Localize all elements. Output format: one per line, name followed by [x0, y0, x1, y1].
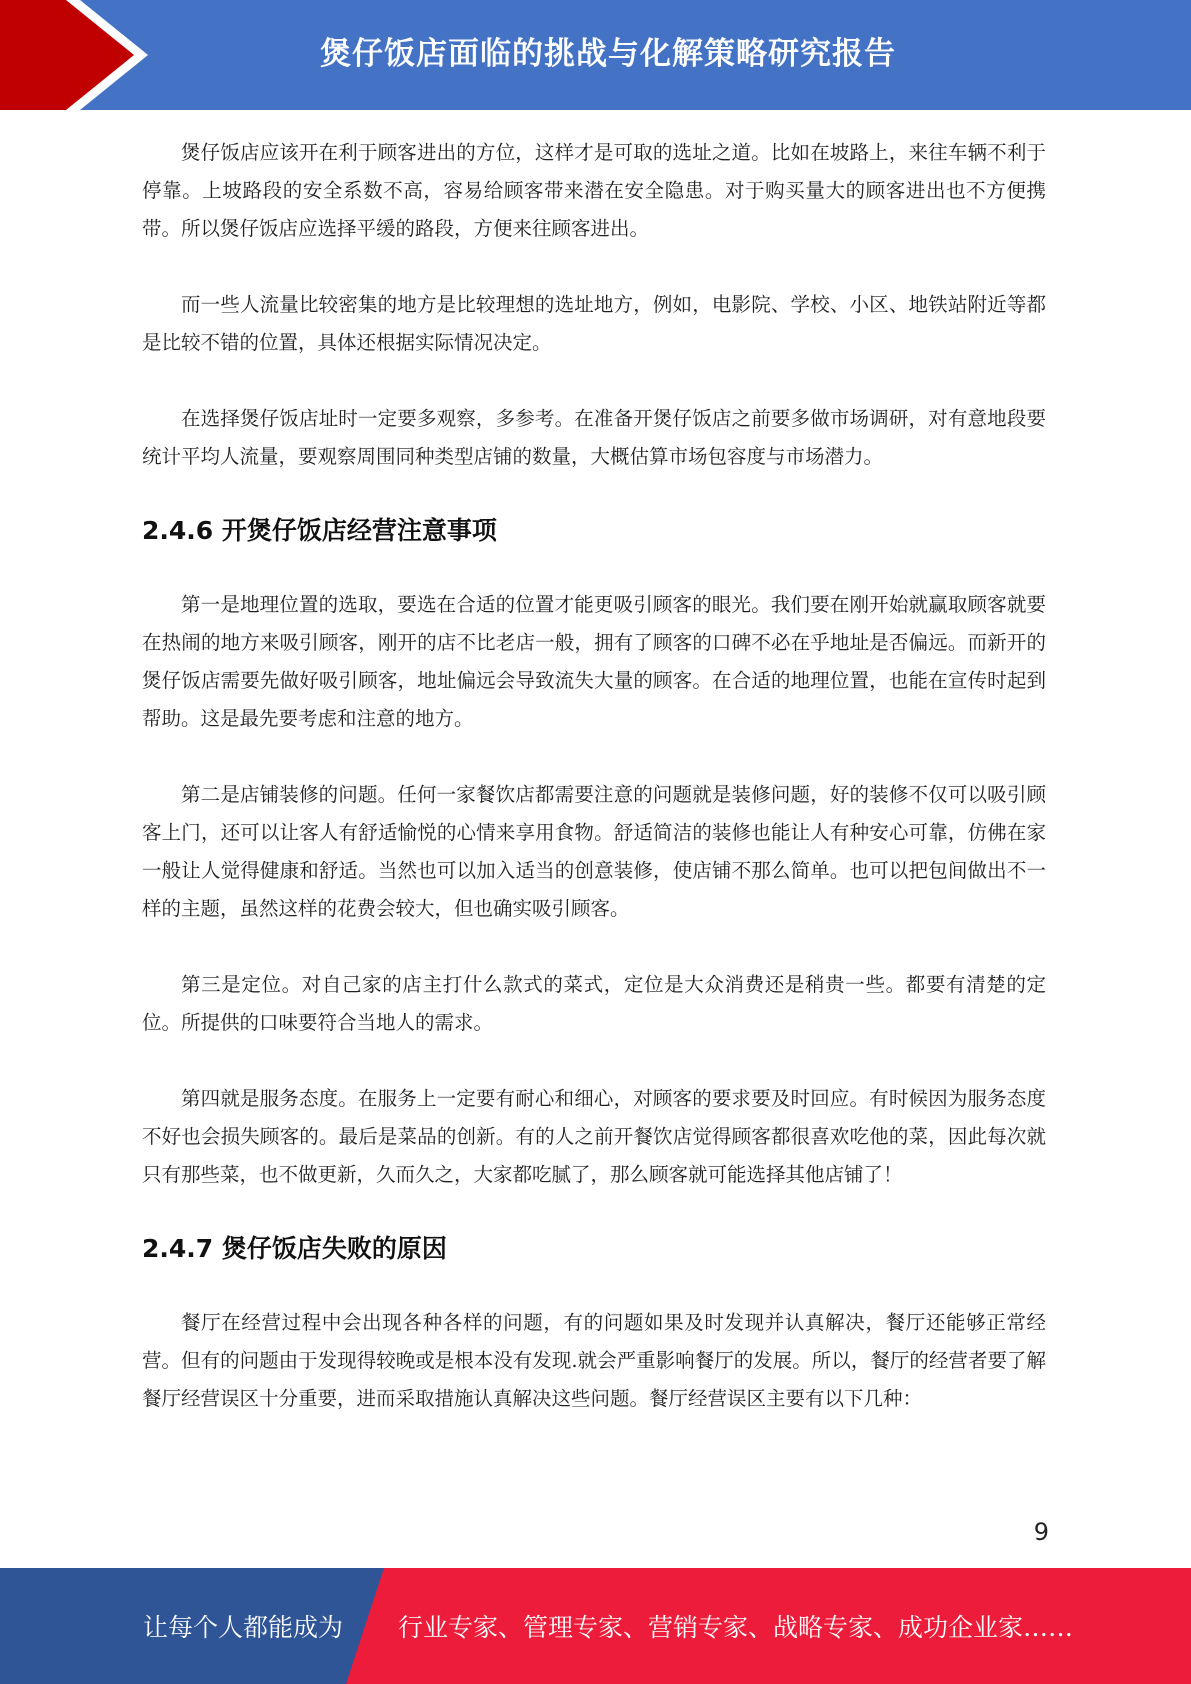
document-title: 煲仔饭店面临的挑战与化解策略研究报告 [320, 35, 896, 72]
footer-slogan-left: 让每个人都能成为 [143, 1613, 344, 1642]
paragraph-location: 第一是地理位置的选取，要选在合适的位置才能更吸引顾客的眼光。我们要在刚开始就赢取顾客就要在热闹的地方来吸引顾客，刚开的店不比老店一般，拥有了顾客的口碑不必在乎地址是否偏远。而新开的煲仔饭店需要先做好吸引顾客，地址偏远会导致流失大量的顾客。在合适的地理位置，也能在宣传时起到帮助。这是最先要考虑和注意的地方。 [142, 593, 1046, 730]
paragraph-service: 第四就是服务态度。在服务上一定要有耐心和细心，对顾客的要求要及时回应。有时候因为服务态度不好也会损失顾客的。最后是菜品的创新。有的人之前开餐饮店觉得顾客都很喜欢吃他的菜，因此每次就只有那些菜，也不做更新，久而久之，大家都吃腻了，那么顾客就可能选择其他店铺了！ [142, 1087, 1046, 1186]
paragraph-dense-traffic: 而一些人流量比较密集的地方是比较理想的选址地方，例如，电影院、学校、小区、地铁站附近等都是比较不错的位置，具体还根据实际情况决定。 [142, 293, 1046, 354]
page-header [0, 0, 1191, 110]
section-heading-2-4-7: 2.4.7 煲仔饭店失败的原因 [142, 1234, 447, 1263]
page-number: 9 [1033, 1518, 1049, 1546]
paragraph-site-slope: 煲仔饭店应该开在利于顾客进出的方位，这样才是可取的选址之道。比如在坡路上，来往车辆不利于停靠。上坡路段的安全系数不高，容易给顾客带来潜在安全隐患。对于购买量大的顾客进出也不方便携带。所以煲仔饭店应选择平缓的路段，方便来往顾客进出。 [142, 141, 1046, 240]
page-body [142, 134, 1046, 1456]
paragraph-decoration: 第二是店铺装修的问题。任何一家餐饮店都需要注意的问题就是装修问题，好的装修不仅可以吸引顾客上门，还可以让客人有舒适愉悦的心情来享用食物。舒适简洁的装修也能让人有种安心可靠，仿佛在家一般让人觉得健康和舒适。当然也可以加入适当的创意装修，使店铺不那么简单。也可以把包间做出不一样的主题，虽然这样的花费会较大，但也确实吸引顾客。 [142, 783, 1046, 920]
paragraph-market-research: 在选择煲仔饭店址时一定要多观察，多参考。在准备开煲仔饭店之前要多做市场调研，对有意地段要统计平均人流量，要观察周围同种类型店铺的数量，大概估算市场包容度与市场潜力。 [142, 407, 1046, 468]
page-footer [0, 1568, 1191, 1684]
paragraph-failure-reasons: 餐厅在经营过程中会出现各种各样的问题，有的问题如果及时发现并认真解决，餐厅还能够正常经营。但有的问题由于发现得较晚或是根本没有发现.就会严重影响餐厅的发展。所以，餐厅的经营者要了解餐厅经营误区十分重要，进而采取措施认真解决这些问题。餐厅经营误区主要有以下几种： [142, 1311, 1046, 1410]
paragraph-positioning: 第三是定位。对自己家的店主打什么款式的菜式，定位是大众消费还是稍贵一些。都要有清楚的定位。所提供的口味要符合当地人的需求。 [142, 973, 1046, 1034]
footer-slogan-right: 行业专家、管理专家、营销专家、战略专家、成功企业家…… [398, 1613, 1074, 1642]
section-heading-2-4-6: 2.4.6 开煲仔饭店经营注意事项 [142, 516, 497, 545]
